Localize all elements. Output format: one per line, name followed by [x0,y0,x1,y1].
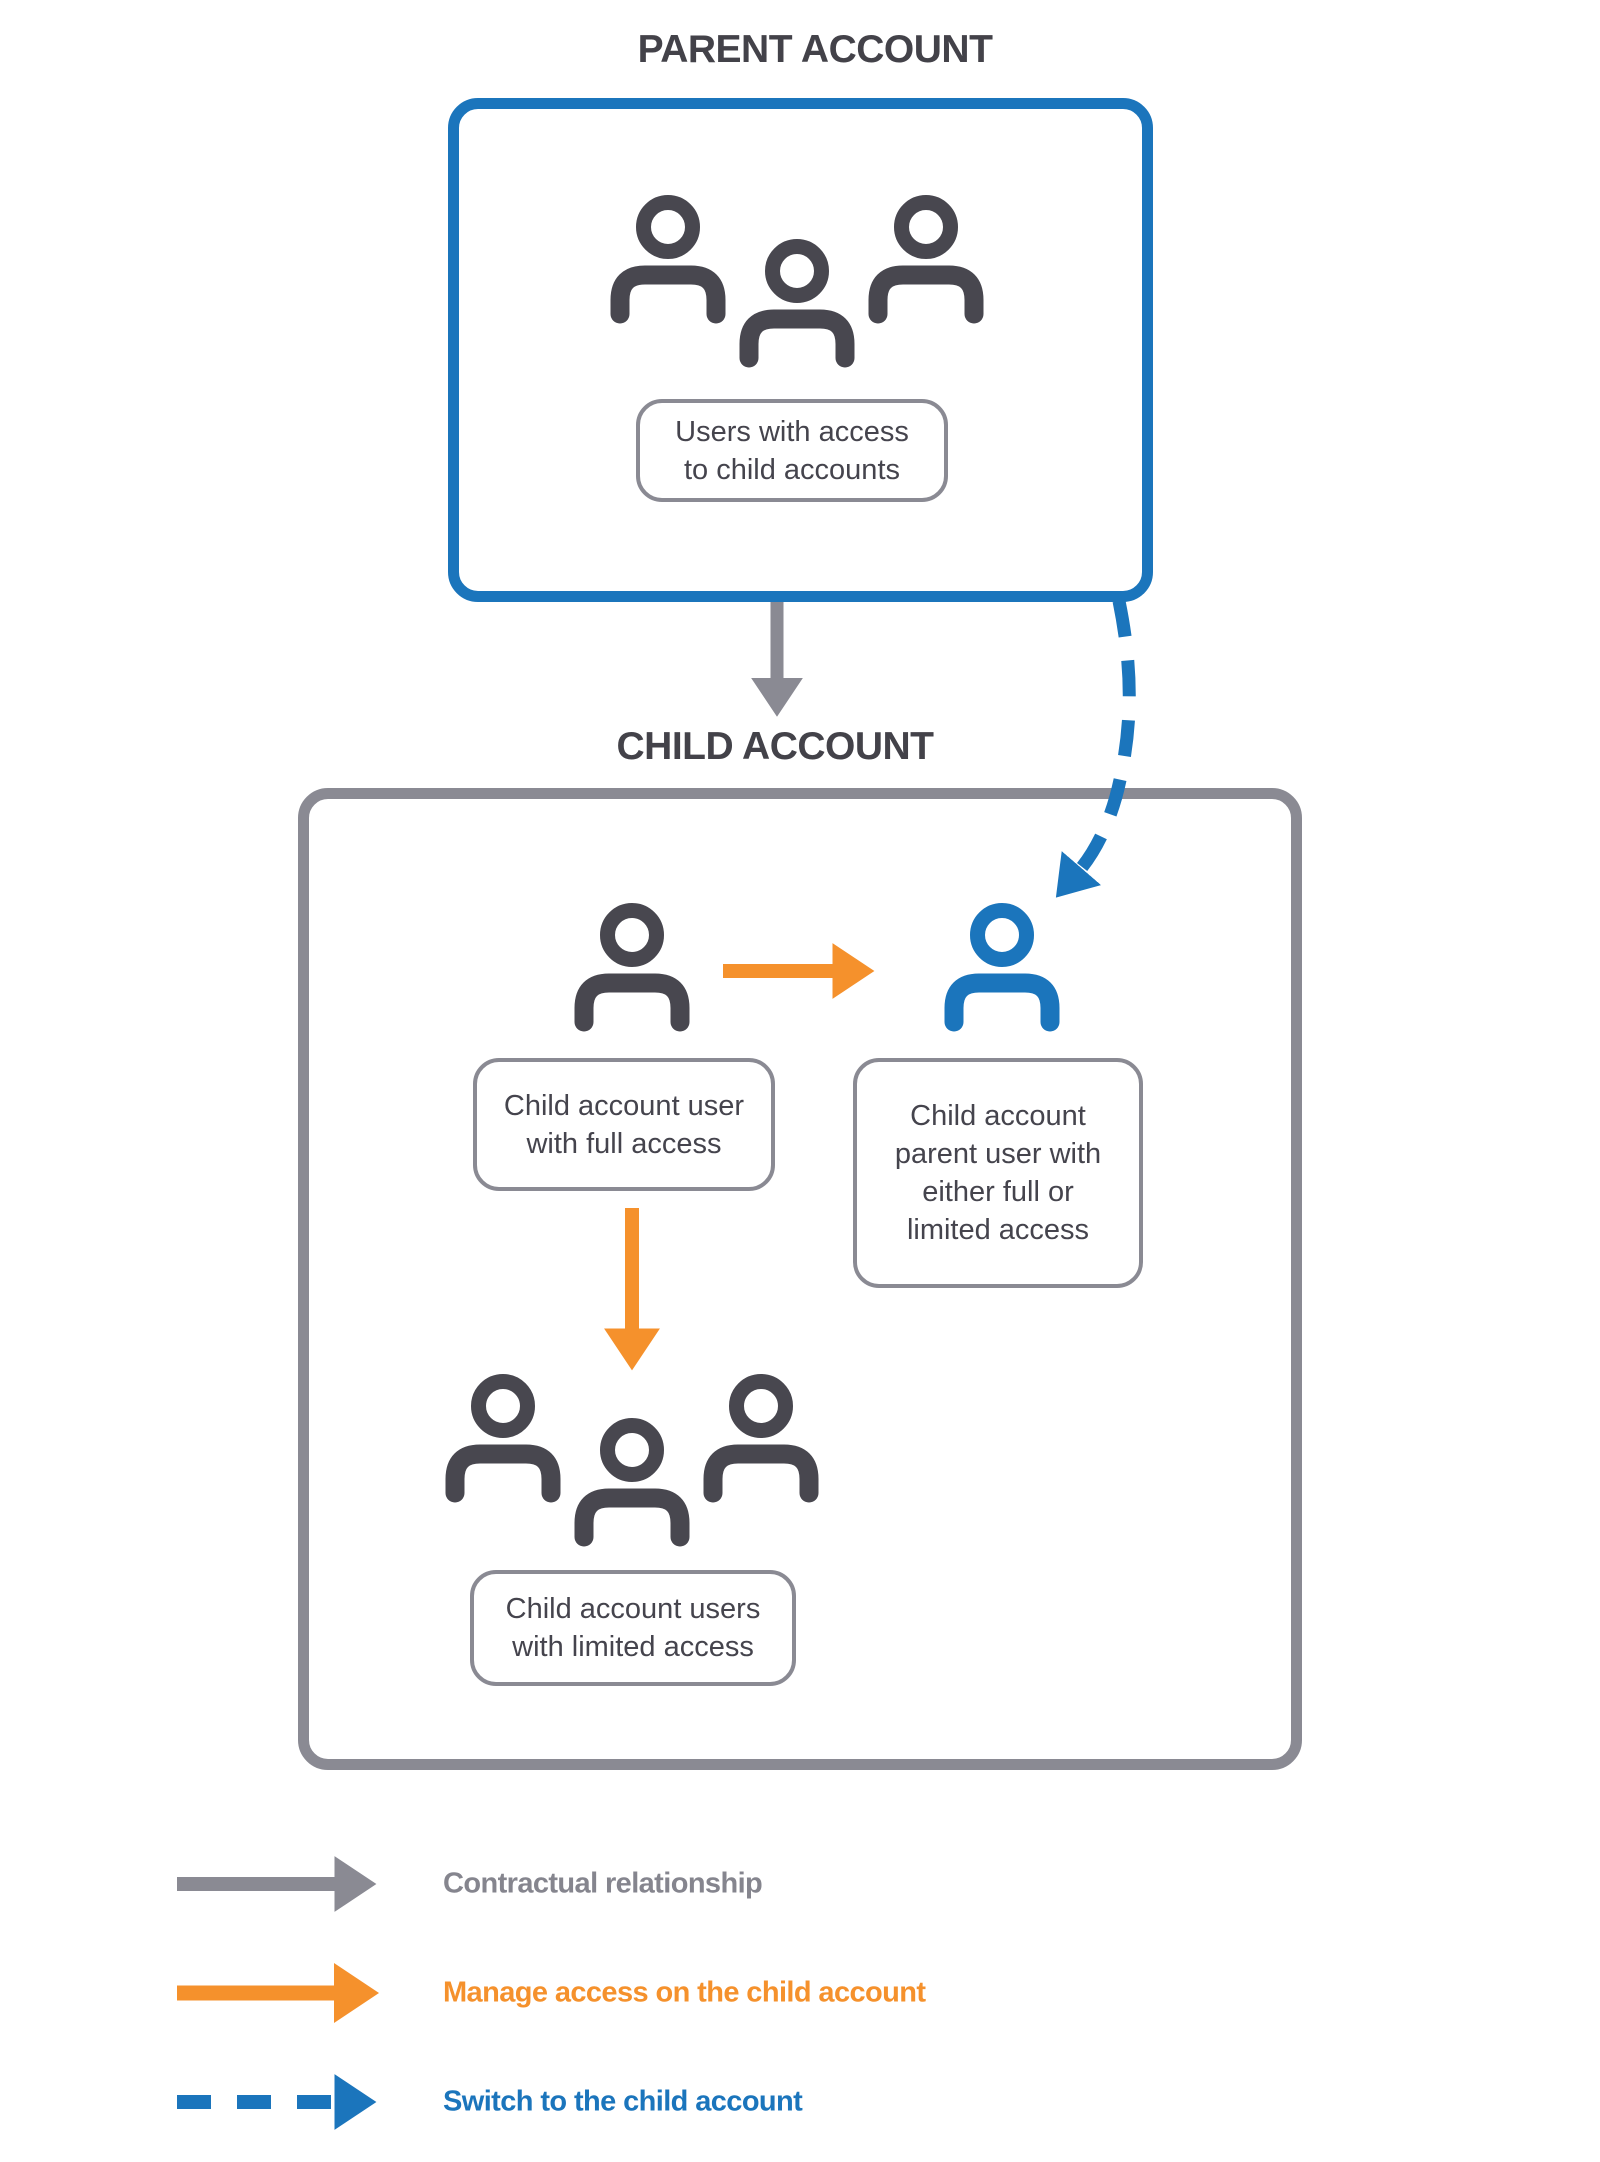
parent-account-box [448,98,1153,602]
label-line: limited access [906,1214,1090,1246]
legend-label-contractual: Contractual relationship [443,1867,763,1900]
parent-user-label [853,1058,1143,1288]
legend-label-manage-access: Manage access on the child account [443,1976,926,2009]
limited-access-users-label [470,1570,796,1686]
child-account-title: CHILD ACCOUNT [616,725,934,768]
label-line: Child account users [505,1593,761,1625]
label-line: either full or [922,1176,1074,1208]
label-line: Child account [910,1100,1086,1132]
child-account-box [298,788,1302,1770]
full-access-user-label [473,1058,775,1191]
label-line: Users with access [675,415,909,448]
label-line: with limited access [512,1631,754,1663]
legend-label-switch-account: Switch to the child account [443,2085,803,2118]
label-line: with full access [526,1127,722,1160]
parent-account-title: PARENT ACCOUNT [637,28,993,71]
label-line: to child accounts [683,453,900,486]
parent-users-label [636,399,948,502]
label-line: Child account user [503,1089,745,1122]
label-line: parent user with [894,1138,1102,1170]
